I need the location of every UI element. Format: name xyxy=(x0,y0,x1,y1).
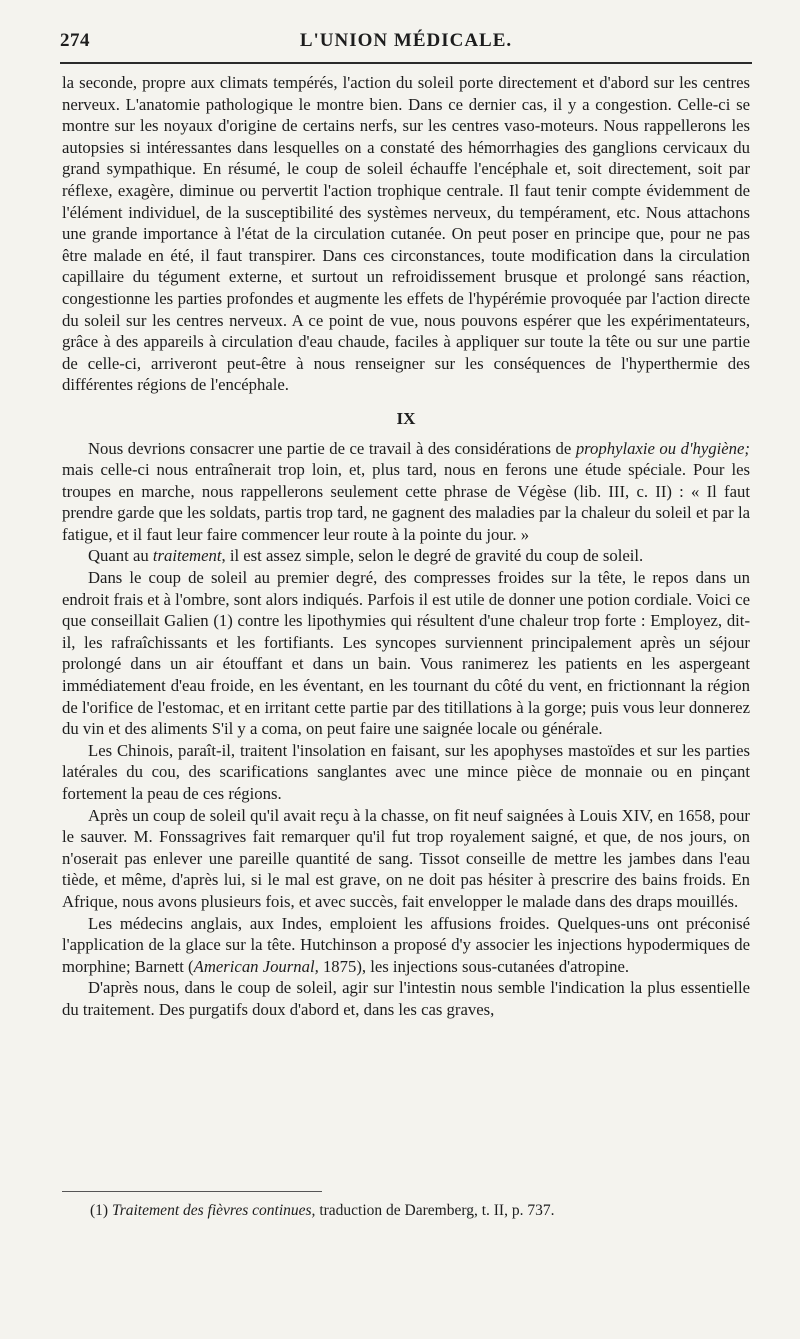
paragraph: Après un coup de soleil qu'il avait reçu à la chasse, on fit neuf saignées à Louis XIV, en 1658, pour le sauver. M. Fonssagrives fait remarquer qu'il fut trop royalement saigné, et que, de nos jours, on n'oserait pas enlever une pareille quantité de sang. Tissot conseille de mettre les jambes dans l'eau tiède, et même, d'après lui, si le mal est grave, on ne doit pas hésiter à prescrire des bains froids. En Afrique, nous avons plusieurs fois, et avec succès, fait envelopper le malade dans des draps mouillés. xyxy=(62,805,750,911)
italic-run: traitement xyxy=(152,546,222,566)
paragraph: Les Chinois, paraît-il, traitent l'insolation en faisant, sur les apophyses mastoïdes et sur les parties latérales du cou, des scarifications sanglantes avec une mince pièce de monnaie ou en pinçant fortement la peau de ces régions. xyxy=(62,740,750,803)
italic-run: American Journal, xyxy=(193,956,319,976)
footnote-text: traduction de Daremberg, t. II, p. 737. xyxy=(315,1202,555,1219)
italic-run: prophylaxie ou d'hygiène; xyxy=(575,438,750,458)
paragraph: D'après nous, dans le coup de soleil, agir sur l'intestin nous semble l'indication la plus essentielle du traitement. Des purgatifs doux d'abord et, dans les cas graves, xyxy=(62,978,750,1019)
footnote-mark: (1) xyxy=(90,1202,112,1219)
text-run: , il est assez simple, selon le degré de gravité du coup de soleil. xyxy=(221,546,644,566)
body-text xyxy=(62,72,750,1021)
section-heading: IX xyxy=(396,408,416,428)
footnote xyxy=(90,1201,750,1220)
text-run: 1875), les injections sous-cutanées d'atropine. xyxy=(318,956,630,976)
text-run: Les médecins anglais, aux Indes, emploient les affusions froides. Quelques-uns ont préconisé l'application de la glace sur la tête. Hutchinson a proposé d'y associer les injections hypodermiques de morphine; Barnett ( xyxy=(62,913,750,976)
header-rule xyxy=(60,62,752,64)
text-run: Nous devrions consacrer une partie de ce travail à des considérations de xyxy=(88,438,576,458)
running-header xyxy=(60,30,752,56)
footnote-rule xyxy=(62,1191,322,1192)
paragraph: la seconde, propre aux climats tempérés, l'action du soleil porte directement et d'abord sur les centres nerveux. L'anatomie pathologique le montre bien. Dans ce dernier cas, il y a congestion. Celle-ci se montre sur les noyaux d'origine de certains nerfs, sur les centres vaso-moteurs. Nous rappellerons les autopsies si intéressantes dans lesquelles on a constaté des hémorrhagies des ganglions cervicaux du grand sympathique. En résumé, le coup de soleil échauffe l'encéphale et, soit directement, soit par réflexe, exagère, diminue ou pervertit l'action trophique centrale. Il faut tenir compte évidemment de l'élément individuel, de la susceptibilité des systèmes nerveux, du tempérament, etc. Nous attachons une grande importance à l'état de la circulation cutanée. On peut poser en principe que, pour ne pas être malade en été, il faut transpirer. Dans ces circonstances, toute modification dans la circulation capillaire du tégument externe, et surtout un refroidissement brusque et prolongé sans réaction, congestionne les parties profondes et augmente les effets de l'hypérémie provoquée par l'action directe du soleil sur les centres nerveux. A ce point de vue, nous pouvons espérer que les expérimentateurs, grâce à des appareils à circulation d'eau chaude, faciles à appliquer sur toute la tête ou sur une partie de celle-ci, arriveront peut-être à nous renseigner sur les conséquences de l'hyperthermie des différentes régions de l'encéphale. xyxy=(62,73,750,395)
paragraph xyxy=(62,545,750,567)
page-number: 274 xyxy=(60,30,90,51)
paragraph xyxy=(62,438,750,546)
text-run: Quant au xyxy=(88,546,153,566)
text-run: mais celle-ci nous entraînerait trop loin, et, plus tard, nous en ferons une étude spéciale. Pour les troupes en marche, nous rappellerons seulement cette phrase de Végèse (lib. III, c. II) : « Il faut prendre garde que les soldats, partis trop tard, ne gagnent des maladies par la chaleur du soleil et par la fatigue, et il faut leur faire commencer leur route à la pointe du jour. » xyxy=(62,460,750,544)
footnote-title: Traitement des fièvres continues, xyxy=(111,1202,316,1219)
paragraph: Dans le coup de soleil au premier degré, des compresses froides sur la tête, le repos dans un endroit frais et à l'ombre, sont alors indiqués. Parfois il est utile de donner une potion cordiale. Voici ce que conseillait Galien (1) contre les lipothymies qui résultent d'une chaleur trop forte : Employez, dit-il, les rafraîchissants et les fortifiants. Les syncopes surviennent principalement après un séjour prolongé dans un air étouffant et dans un bain. Vous ranimerez les patients en les aspergeant immédiatement d'eau froide, en les éventant, en les tournant du côté du vent, en frictionnant la région de l'orifice de l'estomac, et en irritant cette partie par des titillations à la gorge; puis vous leur donnerez du vin et des aliments S'il y a coma, on peut faire une saignée locale ou générale. xyxy=(62,568,750,739)
journal-title: L'UNION MÉDICALE. xyxy=(299,30,513,51)
paragraph xyxy=(62,913,750,978)
